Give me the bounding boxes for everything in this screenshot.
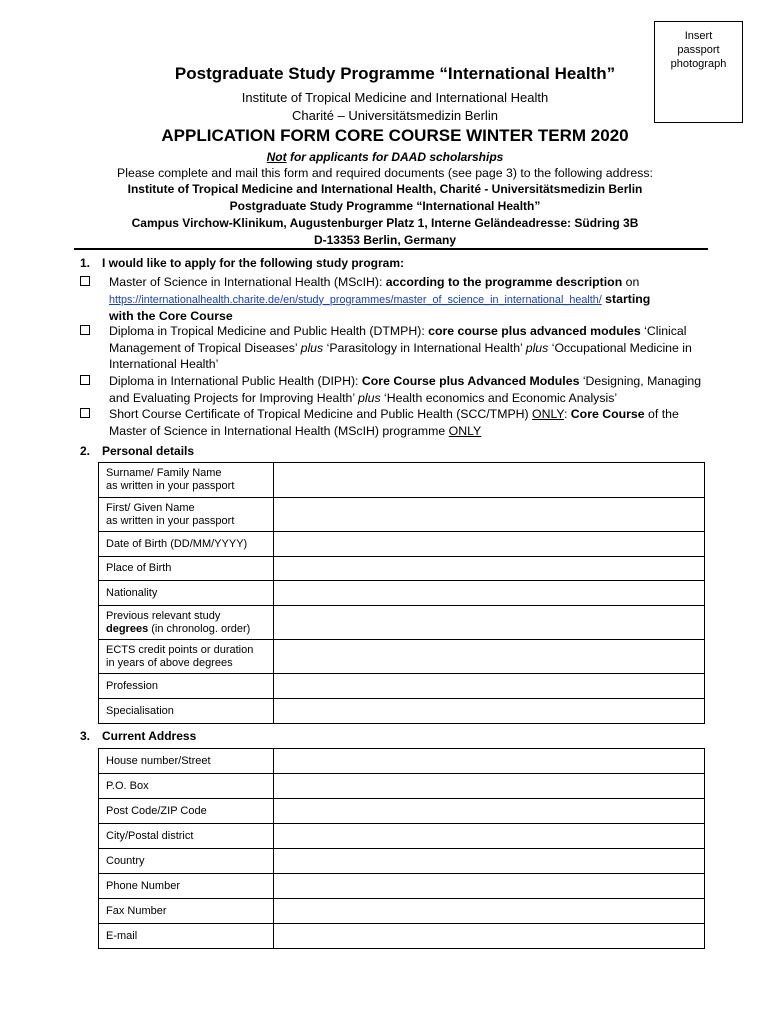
diph-e: ‘Health economics and Economic Analysis’ [380,390,618,405]
label-country: Country [99,849,274,874]
section-3-title: Current Address [102,729,197,743]
dtmph-f: plus [525,340,549,355]
label-line: in years of above degrees [106,656,233,669]
address-line-2: Postgraduate Study Programme “International Health” [229,199,541,213]
degrees-field[interactable] [273,606,704,640]
scc-b: ONLY [532,407,564,421]
diph-d: plus [358,390,381,405]
msc-text-a: Master of Science in International Health (MScIH): [109,275,386,289]
dtmph-b: core course plus advanced modules [428,324,641,338]
profession-field[interactable] [273,674,704,699]
specialisation-field[interactable] [273,699,704,724]
header-divider [74,248,708,250]
msc-text-b: according to the programme description [385,275,623,289]
country-field[interactable] [273,849,704,874]
label-given-name [99,498,274,532]
table-row [99,581,705,606]
address-table [98,748,705,949]
option-msc-text [109,274,710,325]
table-row [99,799,705,824]
diph-b: Core Course plus Advanced Modules [361,374,580,388]
place-of-birth-field[interactable] [273,557,704,581]
section-1-number: 1. [80,256,91,270]
address-line-3: Campus Virchow-Klinikum, Augustenburger Platz 1, Interne Geländeadresse: Südring 3B [131,216,639,230]
table-row [99,824,705,849]
address-line-4: D-13353 Berlin, Germany [313,233,457,247]
table-row [99,899,705,924]
dob-field[interactable] [273,532,704,557]
scc-e: of the Master of Science in International Health (MScIH) programme [109,407,679,438]
dtmph-g: ‘Occupational Medicine in International Health’ [109,340,692,371]
table-row [99,699,705,724]
nationality-field[interactable] [273,581,704,606]
checkbox-scc[interactable] [80,408,90,418]
fax-field[interactable] [273,899,704,924]
label-line: as written in your passport [106,514,235,527]
label-bold: degrees [106,622,149,635]
dtmph-c: ‘Clinical Management of Tropical Diseases’ [109,324,687,355]
ects-field[interactable] [273,640,704,674]
scc-d: Core Course [570,407,645,421]
post-code-field[interactable] [273,799,704,824]
section-3-number: 3. [80,729,91,743]
photo-line-2: passport [677,44,720,56]
label-line: Previous relevant study [106,609,221,622]
daad-note [0,150,770,164]
surname-field[interactable] [273,463,704,498]
label-line: First/ Given Name [106,501,195,514]
photo-line-1: Insert [684,30,713,42]
msc-text-e: with the Core Course [109,309,233,323]
daad-not: Not [266,150,287,164]
label-line: (in chronolog. order) [148,622,251,635]
programme-link[interactable]: https://internationalhealth.charite.de/en/study_programmes/master_of_science_in_international_health/ [109,293,602,306]
table-row [99,774,705,799]
option-scc [80,406,710,439]
daad-rest: for applicants for DAAD scholarships [286,150,504,164]
option-diph [80,373,710,406]
label-post-code: Post Code/ZIP Code [99,799,274,824]
address-line-1: Institute of Tropical Medicine and International Health, Charité - Universitätsmedizin Berlin [127,182,643,196]
personal-details-table [98,462,705,724]
institute-name: Institute of Tropical Medicine and International Health [241,90,549,105]
form-title: APPLICATION FORM CORE COURSE WINTER TERM 2020 [161,126,629,145]
given-name-field[interactable] [273,498,704,532]
diph-c: ‘Designing, Managing and Evaluating Projects for Improving Health’ [109,374,702,405]
house-street-field[interactable] [273,749,704,774]
table-row [99,924,705,949]
university-name: Charité – Universitätsmedizin Berlin [292,108,498,123]
dtmph-a: Diploma in Tropical Medicine and Public Health (DTMPH): [109,324,429,338]
section-3-heading [80,729,196,743]
table-row [99,532,705,557]
table-row [99,557,705,581]
email-field[interactable] [273,924,704,949]
label-surname [99,463,274,498]
photo-line-3: photograph [670,58,727,70]
option-dtmph-text [109,323,710,373]
table-row [99,640,705,674]
dtmph-e: ‘Parasitology in International Health’ [323,340,526,355]
option-scc-text [109,406,710,439]
label-line: ECTS credit points or duration [106,643,254,656]
label-phone: Phone Number [99,874,274,899]
label-fax: Fax Number [99,899,274,924]
table-row [99,498,705,532]
label-ects [99,640,274,674]
label-place-of-birth: Place of Birth [99,557,274,581]
label-specialisation: Specialisation [99,699,274,724]
dtmph-d: plus [300,340,324,355]
checkbox-diph[interactable] [80,375,90,385]
section-1-heading [80,256,404,270]
section-2-heading [80,444,194,458]
programme-title: Postgraduate Study Programme “International Health” [174,64,616,83]
table-row [99,674,705,699]
table-row [99,749,705,774]
section-2-number: 2. [80,444,91,458]
instructions: Please complete and mail this form and required documents (see page 3) to the following address: [117,166,653,180]
section-1-title: I would like to apply for the following study program: [102,256,405,270]
scc-a: Short Course Certificate of Tropical Medicine and Public Health (SCC/TMPH) [109,407,533,421]
label-house-street: House number/Street [99,749,274,774]
checkbox-dtmph[interactable] [80,325,90,335]
section-2-title: Personal details [102,444,195,458]
label-city: City/Postal district [99,824,274,849]
label-profession: Profession [99,674,274,699]
table-row [99,463,705,498]
label-dob: Date of Birth (DD/MM/YYYY) [99,532,274,557]
checkbox-msc[interactable] [80,276,90,286]
option-diph-text [109,373,710,406]
phone-field[interactable] [273,874,704,899]
label-email: E-mail [99,924,274,949]
label-po-box: P.O. Box [99,774,274,799]
table-row [99,849,705,874]
city-field[interactable] [273,824,704,849]
scc-c: : [563,407,571,421]
diph-a: Diploma in International Public Health (DIPH): [109,374,362,388]
msc-text-d: starting [601,291,651,306]
label-line: as written in your passport [106,480,235,492]
option-msc [80,274,710,325]
table-row [99,606,705,640]
option-dtmph [80,323,710,373]
label-line: Surname/ Family Name [106,467,222,479]
label-nationality: Nationality [99,581,274,606]
po-box-field[interactable] [273,774,704,799]
scc-f: ONLY [448,423,482,438]
msc-text-c: on [622,275,640,289]
table-row [99,874,705,899]
label-degrees [99,606,274,640]
